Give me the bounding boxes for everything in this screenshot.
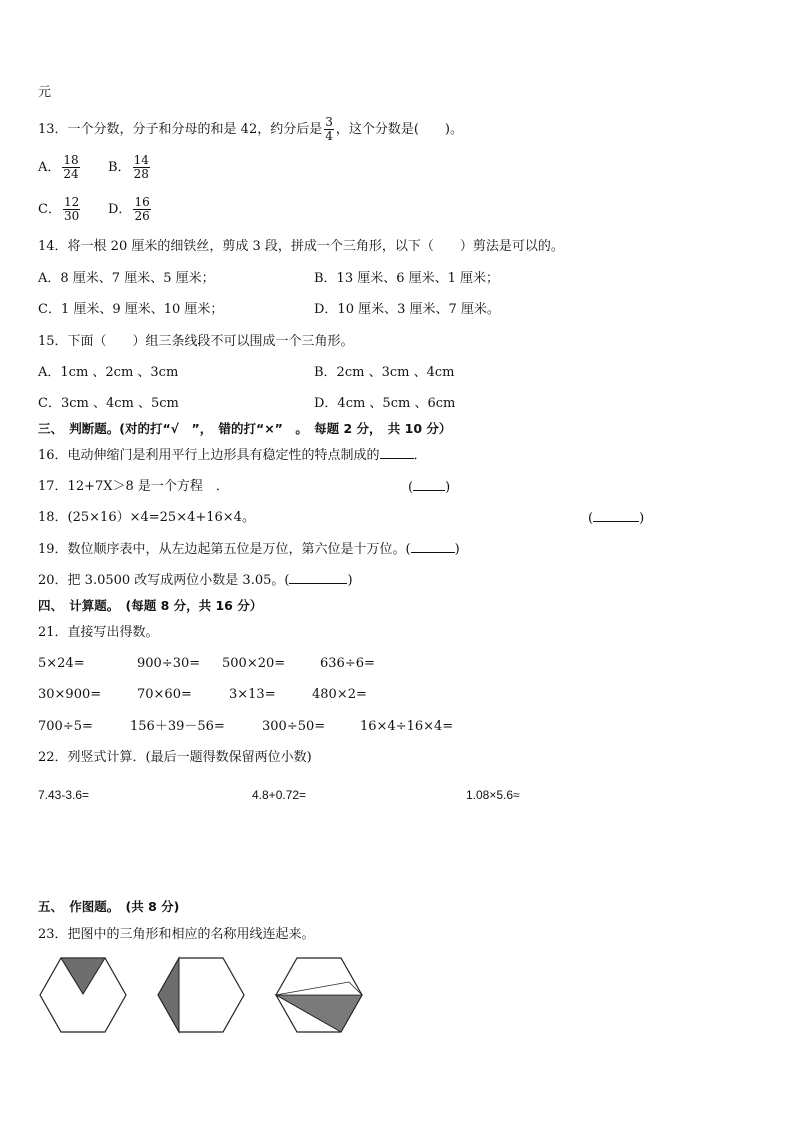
option-fraction: $\frac{16}{26}$ bbox=[134, 195, 150, 223]
option-a[interactable] bbox=[38, 154, 82, 181]
option-c[interactable] bbox=[38, 196, 82, 223]
option-fraction: $\frac{12}{30}$ bbox=[63, 195, 80, 223]
question-23-text: 23．把图中的三角形和相应的名称用线连起来。 bbox=[38, 927, 315, 942]
section-heading-judgement: 三、 判断题。(对的打“√ ”， 错的打“×” 。 每题 2 分， 共 10 分） bbox=[38, 421, 452, 436]
option-label: C． bbox=[38, 201, 61, 217]
shaded-triangle bbox=[158, 958, 179, 1032]
continuation-text: 元 bbox=[38, 85, 52, 100]
calc-item: 300÷50= bbox=[262, 719, 326, 734]
question-15-text: 15．下面（ ）组三条线段不可以围成一个三角形。 bbox=[38, 334, 354, 349]
answer-blank[interactable] bbox=[413, 478, 445, 491]
question-13-text-end: ，这个分数是( )。 bbox=[335, 121, 464, 137]
hexagon-figure-3 bbox=[274, 956, 364, 1036]
option-b[interactable]: B．13 厘米、6 厘米、1 厘米； bbox=[314, 271, 500, 286]
section-heading-drawing: 五、 作图题。 (共 8 分) bbox=[38, 899, 180, 914]
fraction-denominator: 4 bbox=[325, 129, 333, 143]
answer-blank[interactable] bbox=[411, 540, 455, 553]
option-b[interactable]: B．2cm 、3cm 、4cm bbox=[314, 365, 455, 380]
question-17-text: 17．12+7X＞8 是一个方程 ． bbox=[38, 479, 229, 494]
question-21-text: 21．直接写出得数。 bbox=[38, 625, 159, 640]
calc-item: 500×20= bbox=[222, 656, 286, 671]
calc-item: 480×2= bbox=[312, 687, 367, 702]
question-19-text: 19．数位顺序表中，从左边起第五位是万位，第六位是十万位。 bbox=[38, 542, 406, 557]
calc-item: 700÷5= bbox=[38, 719, 93, 734]
question-18-text: 18．(25×16）×4=25×4+16×4。 bbox=[38, 510, 255, 525]
option-d[interactable] bbox=[108, 196, 153, 223]
question-20-text: 20．把 3.0500 改写成两位小数是 3.05。 bbox=[38, 573, 285, 588]
question-13 bbox=[38, 116, 463, 143]
calc-item: 900÷30= bbox=[137, 656, 201, 671]
option-fraction: $\frac{18}{24}$ bbox=[63, 153, 79, 181]
calc-item: 70×60= bbox=[137, 687, 192, 702]
question-14-text: 14．将一根 20 厘米的细铁丝，剪成 3 段，拼成一个三角形，以下（ ）剪法是可以的。 bbox=[38, 239, 564, 254]
calc-item: 5×24= bbox=[38, 656, 85, 671]
option-a[interactable]: A．1cm 、2cm 、3cm bbox=[38, 365, 179, 380]
calc-item: 30×900= bbox=[38, 687, 102, 702]
option-d[interactable]: D．10 厘米、3 厘米、7 厘米。 bbox=[314, 302, 500, 317]
question-16-text: 16．电动伸缩门是利用平行上边形具有稳定性的特点制成的 bbox=[38, 448, 380, 463]
question-19: 19．数位顺序表中，从左边起第五位是万位，第六位是十万位。( ) bbox=[38, 542, 460, 557]
calc-item: 636÷6= bbox=[320, 656, 375, 671]
option-b[interactable] bbox=[108, 154, 152, 181]
answer-bracket[interactable]: ( ) bbox=[588, 511, 645, 526]
option-label: D． bbox=[108, 201, 132, 217]
question-16-end: ． bbox=[413, 448, 427, 463]
question-13-text: 13．一个分数，分子和分母的和是 42，约分后是 bbox=[38, 121, 323, 137]
option-label: B． bbox=[108, 159, 131, 175]
option-fraction: $\frac{14}{28}$ bbox=[133, 153, 149, 181]
question-16 bbox=[38, 446, 427, 465]
fraction-three-quarters bbox=[324, 116, 334, 143]
hexagon-figure-1 bbox=[38, 956, 128, 1036]
option-a[interactable]: A．8 厘米、7 厘米、5 厘米； bbox=[38, 271, 215, 286]
option-d[interactable]: D．4cm 、5cm 、6cm bbox=[314, 396, 456, 411]
calc-item: 3×13= bbox=[229, 687, 276, 702]
calc-item: 16×4÷16×4= bbox=[360, 719, 454, 734]
vertical-calc-item: 7.43-3.6= bbox=[38, 788, 90, 802]
answer-blank[interactable] bbox=[380, 446, 414, 459]
fraction-numerator: 3 bbox=[325, 115, 333, 129]
vertical-calc-item: 1.08×5.6≈ bbox=[466, 788, 520, 802]
answer-bracket[interactable]: ( ) bbox=[408, 480, 451, 495]
answer-blank[interactable] bbox=[593, 509, 639, 522]
option-label: A． bbox=[38, 159, 61, 175]
question-20: 20．把 3.0500 改写成两位小数是 3.05。( ) bbox=[38, 573, 353, 588]
option-c[interactable]: C．1 厘米、9 厘米、10 厘米； bbox=[38, 302, 224, 317]
hexagon-figure-2 bbox=[156, 956, 246, 1036]
section-heading-calculation: 四、 计算题。 (每题 8 分，共 16 分） bbox=[38, 598, 263, 613]
calc-item: 156＋39－56= bbox=[130, 719, 225, 734]
option-c[interactable]: C．3cm 、4cm 、5cm bbox=[38, 396, 179, 411]
question-22-text: 22．列竖式计算．(最后一题得数保留两位小数) bbox=[38, 750, 312, 765]
vertical-calc-item: 4.8+0.72= bbox=[252, 788, 307, 802]
answer-blank[interactable] bbox=[289, 571, 347, 584]
